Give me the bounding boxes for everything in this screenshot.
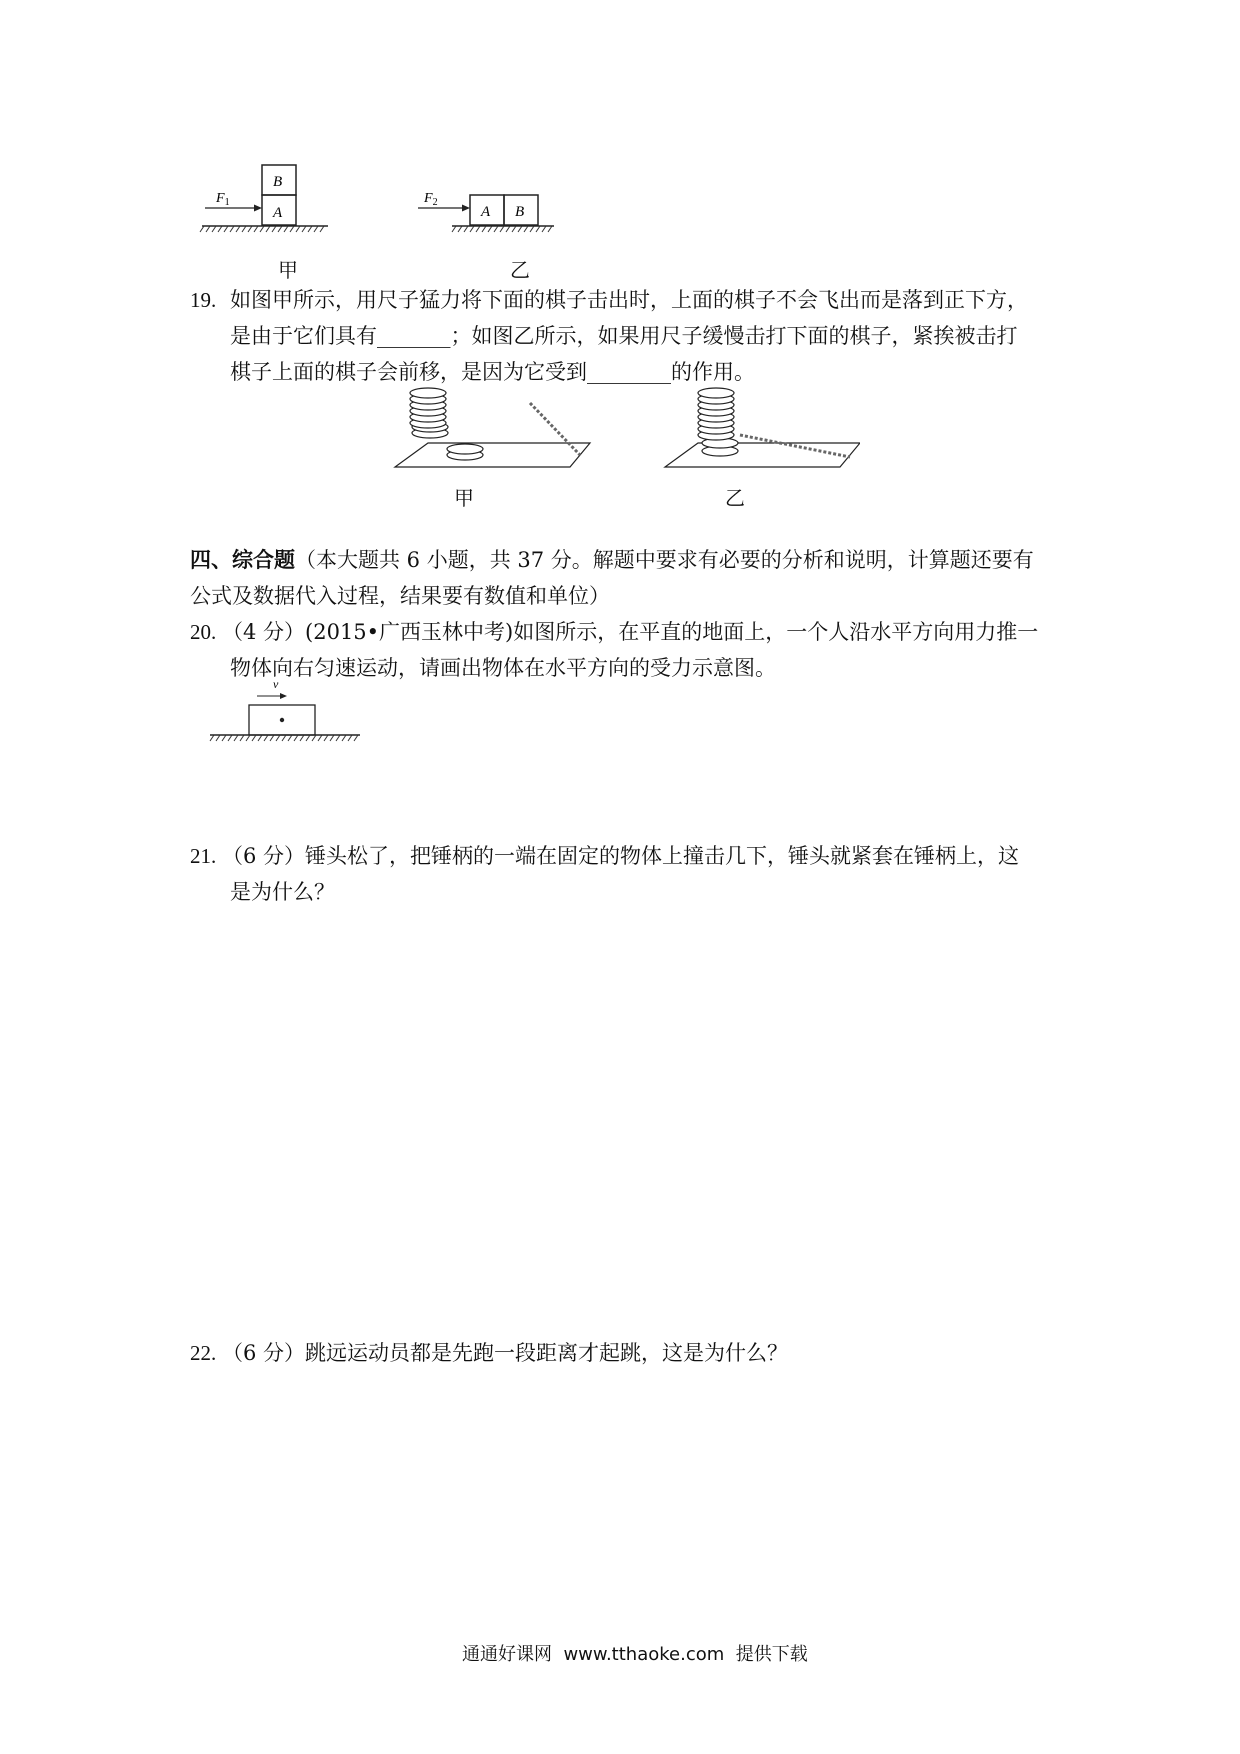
question-22-number: 22. — [190, 1341, 217, 1365]
section-4-desc-1: （本大题共 6 小题，共 37 分。解题中要求有必要的分析和说明，计算题还要有 — [295, 548, 1034, 572]
velocity-label: v — [273, 677, 279, 691]
question-19-line-2: 是由于它们具有_______；如图乙所示，如果用尺子缓慢击打下面的棋子，紧挨被击打 — [230, 324, 1018, 348]
question-21-line-2: 是为什么？ — [230, 880, 335, 904]
question-21-line-1: （6 分）锤头松了，把锤柄的一端在固定的物体上撞击几下，锤头就紧套在锤柄上，这 — [222, 844, 1020, 868]
question-20-number: 20. — [190, 620, 217, 644]
ground-hatch-left — [200, 226, 324, 232]
question-19-number: 19. — [190, 288, 217, 312]
question-19-line-1: 如图甲所示，用尺子猛力将下面的棋子击出时，上面的棋子不会飞出而是落到正下方， — [230, 288, 1028, 312]
figure-19-left — [395, 388, 590, 467]
ground-hatch-right — [452, 226, 552, 232]
figure-19-checkers — [390, 385, 860, 475]
page-footer: 通通好课网 www.tthaoke.com 提供下载 — [462, 1644, 808, 1665]
figure-18-right — [418, 191, 554, 232]
block-a-label: A — [273, 205, 283, 221]
figure-18-caption-left: 甲 — [278, 258, 298, 282]
question-21-number: 21. — [190, 844, 217, 868]
block-b-label: B — [515, 204, 525, 220]
figure-20-box-on-ground — [205, 675, 365, 747]
figure-19-caption-left: 甲 — [454, 486, 474, 510]
figure-18-left — [200, 165, 328, 232]
figure-18-caption-right: 乙 — [510, 258, 530, 282]
block-b-label: B — [273, 174, 283, 190]
question-22-line-1: （6 分）跳远运动员都是先跑一段距离才起跳，这是为什么？ — [222, 1341, 789, 1365]
section-4-heading — [190, 542, 1034, 578]
question-20-line-2: 物体向右匀速运动，请画出物体在水平方向的受力示意图。 — [230, 656, 776, 680]
question-20-line-1: （4 分）(2015•广西玉林中考)如图所示，在平直的地面上，一个人沿水平方向用力推一 — [222, 620, 1039, 644]
figure-19-caption-right: 乙 — [725, 486, 745, 510]
ground-hatch — [210, 735, 358, 741]
force-f1-label: $F_1$ — [216, 191, 230, 208]
block-a-label: A — [481, 204, 491, 220]
force-f2-label: $F_2$ — [424, 191, 438, 208]
section-4-desc-2: 公式及数据代入过程，结果要有数值和单位） — [190, 584, 610, 608]
question-19-line-3: 棋子上面的棋子会前移，是因为它受到________的作用。 — [230, 360, 755, 384]
figure-19-right — [665, 388, 860, 467]
section-4-title: 四、综合题 — [190, 547, 295, 572]
